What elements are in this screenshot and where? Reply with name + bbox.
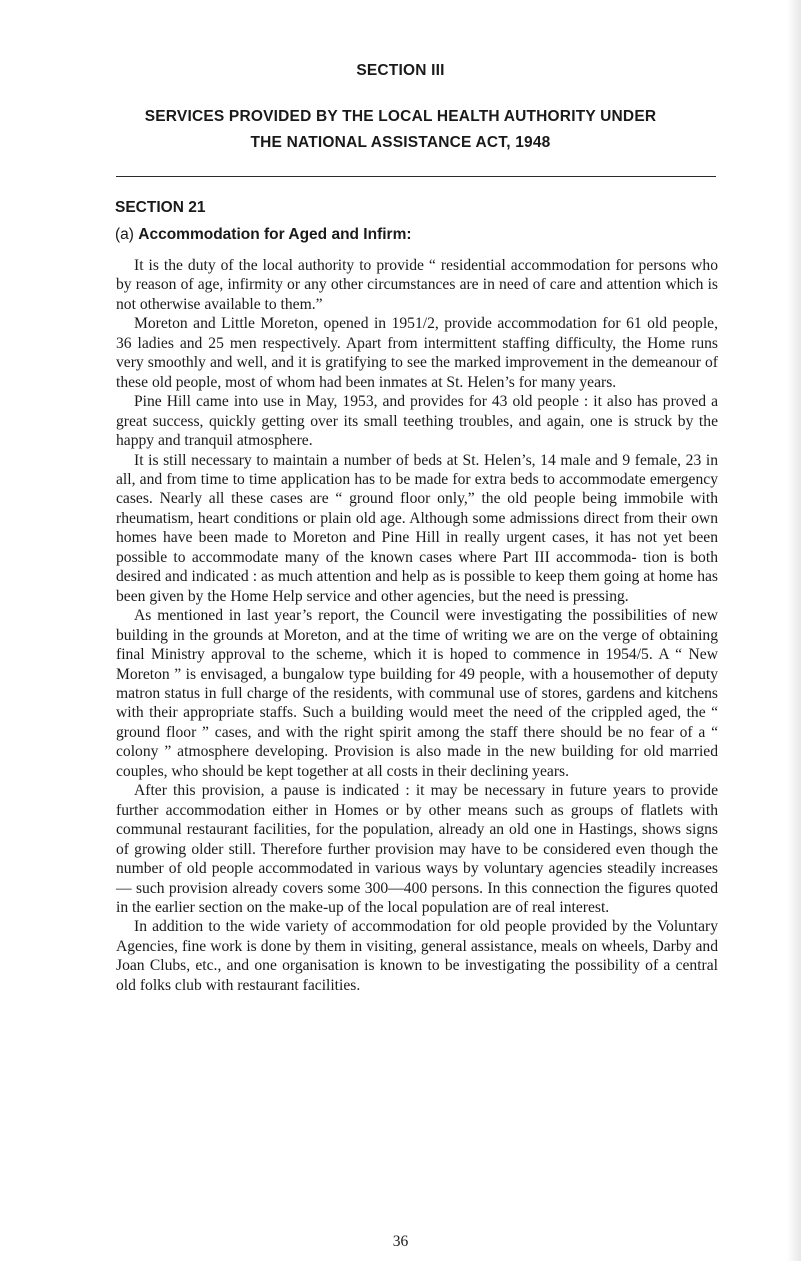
paragraph-7: In addition to the wide variety of accommodation for old people provided by the Voluntary Agencies, fine work is done by them in visiting, general assistance, meals on wheels, Darby and Joan Clubs, etc., and one organisation is known to be investigating the possibility of a central old folks club with restaurant facilities.: [116, 918, 718, 994]
paragraph-3: Pine Hill came into use in May, 1953, and provides for 43 old people : it also has proved a great success, quickly getting over its small teething troubles, and again, one is struck by the happy and tranquil atmosphere.: [116, 393, 718, 450]
section-heading: SECTION III: [356, 62, 445, 79]
paragraph-1: It is the duty of the local authority to provide “ residential accommodation for persons who by reason of age, infirmity or any other circumstances are in need of care and attention which is not otherwise available to them.”: [116, 257, 718, 313]
body-text: [116, 256, 718, 995]
page-title-line-2: THE NATIONAL ASSISTANCE ACT, 1948: [250, 134, 551, 151]
page-number: 36: [392, 1233, 409, 1250]
subheading-prefix: (a): [115, 226, 134, 243]
paragraph-2: Moreton and Little Moreton, opened in 1951/2, provide accommodation for 61 old people, 36 ladies and 25 men respectively. Apart from intermittent staffing difficulty, the Home runs very smoothly and well, and it is gratifying to see the marked improvement in the demeanour of these old people, most of whom had been inmates at St. Helen’s for many years.: [116, 315, 718, 391]
paragraph-5: As mentioned in last year’s report, the Council were investigating the possibilities of new building in the grounds at Moreton, and at the time of writing we are on the verge of obtaining final Ministry approval to the scheme, which it is hoped to commence in 1954/5. A “ New Moreton ” is envisaged, a bungalow type building for 49 people, with a housemother of deputy matron status in full charge of the residents, with communal use of stores, gardens and kitchens with their appropriate staffs. Such a building would meet the need of the crippled aged, the “ ground floor ” cases, and with the right spirit among the staff there should be no fear of a “ colony ” atmosphere developing. Provision is also made in the new building for old married couples, who should be kept together at all costs in their declining years.: [116, 607, 718, 780]
subsection-heading: SECTION 21: [115, 199, 206, 216]
paragraph-4: It is still necessary to maintain a number of beds at St. Helen’s, 14 male and 9 female, 23 in all, and from time to time application has to be made for extra beds to accommodate emergency cases. Nearly all these cases are “ ground floor only,” the old people being immobile with rheumatism, heart conditions or plain old age. Although some admissions direct from their own homes have been made to Moreton and Pine Hill in really urgent cases, it has not yet been possible to accommodate many of the known cases where Part III accommoda- tion is both desired and indicated : as much attention and help as is possible to keep them going at home has been given by the Home Help service and other agencies, but the need is pressing.: [116, 451, 718, 605]
page-edge-shadow: [787, 0, 801, 1261]
paragraph-6: After this provision, a pause is indicated : it may be necessary in future years to provide further accommodation either in Homes or by other means such as groups of flatlets with communal restaurant facilities, for the population, already an old one in Hastings, shows signs of growing older still. Therefore further provision may have to be considered even though the number of old people accommodated in various ways by voluntary agencies steadily increases— such provision already covers some 300—400 persons. In this connection the figures quoted in the earlier section on the make-up of the local population are of real interest.: [116, 782, 718, 916]
subheading-title: Accommodation for Aged and Infirm:: [138, 226, 412, 243]
subheading: [115, 226, 412, 244]
page-title-line-1: SERVICES PROVIDED BY THE LOCAL HEALTH AUTHORITY UNDER: [144, 108, 657, 125]
page-title: [80, 104, 721, 156]
horizontal-rule: [116, 176, 716, 177]
